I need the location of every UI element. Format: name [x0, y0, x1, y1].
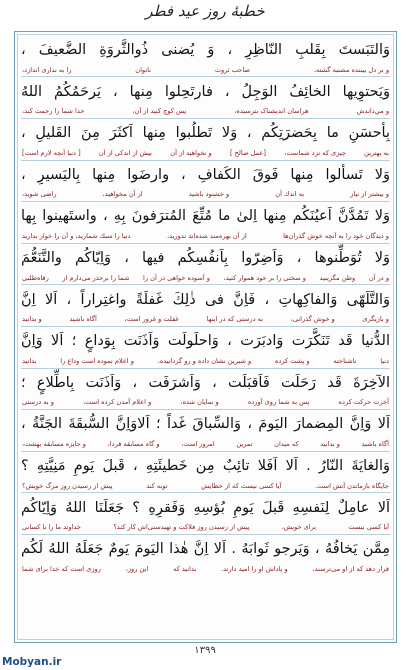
- translation-phrase: امروز است،: [181, 439, 215, 448]
- translation-phrase: پس به شما روی آورده: [247, 398, 310, 407]
- translation-phrase: و نمايان شده،: [180, 398, 219, 407]
- text-row: [21, 244, 390, 286]
- translation-phrase: آخرت حركت كرده: [338, 398, 389, 407]
- translation-phrase: [ دنيا آنچه لازم است]: [22, 148, 81, 157]
- translation-phrase: و آسوده خواهی در آن را: [143, 273, 210, 282]
- translation-phrase: تمرين: [236, 439, 253, 448]
- translation-line: [21, 188, 390, 201]
- text-row: [21, 202, 390, 244]
- translation-phrase: و بيشتر از نياز: [350, 190, 389, 199]
- translation-phrase: و در آن: [368, 273, 389, 282]
- translation-phrase: و اعلام نموده است وداع را: [60, 356, 134, 365]
- translation-phrase: پيش از رسيدن روز مرگ خويش؟: [22, 481, 113, 490]
- text-row: [21, 452, 390, 494]
- translation-phrase: و اعلام آمدن كرده است،: [83, 398, 152, 407]
- translation-phrase: و خشنود باشيد: [188, 190, 230, 199]
- translation-phrase: به درستی كه در اينها: [206, 315, 263, 324]
- text-row: [21, 410, 390, 452]
- text-frame: [14, 31, 397, 643]
- translation-phrase: و جايزه مسابقه بهشت،: [22, 439, 86, 448]
- translation-line: [21, 105, 390, 118]
- page-number: ۱۳۹۹: [194, 645, 216, 656]
- translation-line: [21, 313, 390, 326]
- translation-phrase: ناتوان: [135, 65, 151, 74]
- translation-phrase: به بهترين: [364, 148, 389, 157]
- text-row: [21, 327, 390, 369]
- arabic-line: وَلا تَسألوا مِنها فَوقَ الكَفافِ ، وارضَوا مِنها بِاليَسيرِ ،: [21, 166, 390, 183]
- text-row: [21, 535, 390, 577]
- translation-phrase: آگاه باشيد: [69, 315, 97, 324]
- translation-phrase: آگاه باشيد: [361, 439, 389, 448]
- arabic-line: اَلا عامِلٌ لِنَفسِهِ قَبلَ يَومِ بُؤسِهِ وَفَقرِهِ ؟ جَعَلَنَا اللهُ وَاِيّاكُم: [21, 499, 390, 516]
- translation-phrase: برای خويش،: [281, 523, 317, 532]
- translation-phrase: بيش از اندكی از آن: [98, 148, 153, 157]
- translation-phrase: توبه كند: [146, 481, 168, 490]
- arabic-line: اَلا وَاِنَّ المِضمارَ اليَومَ ، وَالسِّباقَ غَداً ؛ اَلاوَاِنَّ السُّبقَةَ الجَنَّةُ ،: [21, 416, 390, 433]
- translation-phrase: شما را برحذر می‌دارم از: [62, 273, 130, 282]
- translation-line: [21, 562, 390, 575]
- translation-phrase: اين روز،: [125, 564, 149, 573]
- translation-phrase: رفاه‌طلبی: [22, 273, 49, 282]
- translation-line: [21, 63, 390, 76]
- translation-phrase: و ديدگان خود را به آنچه خوش گذران‌ها: [283, 231, 389, 240]
- text-row: [21, 494, 390, 536]
- translation-phrase: جايگاه بازماندن آتش است.: [314, 481, 389, 490]
- translation-phrase: راضی شويد،: [22, 190, 57, 199]
- text-row: [21, 36, 390, 78]
- arabic-line: وَلا تُوَطِّنوها ، وَاَضِرّوا بِاَنفُسِكُم فيها ، وَاِيّاكُم والتَّنَعُّمَ: [21, 250, 390, 266]
- text-row: [21, 369, 390, 411]
- translation-phrase: دنيا را سبك شماريد، و آن را خوار بداريد: [22, 231, 131, 240]
- translation-phrase: از آن بهره‌مند شده‌اند ندوزيد،: [167, 231, 247, 240]
- translation-phrase: بدانيد: [22, 356, 37, 365]
- arabic-line: وَالغايَةَ النّارُ . اَلا اَفَلا تائِبٌ مِن خَطيئَتِهِ ، قَبلَ يَومِ مَنِيَّتِهِ ؟: [21, 458, 390, 474]
- translation-phrase: پس كوچ كنيد از آن،: [132, 107, 187, 116]
- text-row: [21, 286, 390, 328]
- translation-phrase: از آن مخواهيد،: [102, 190, 143, 199]
- arabic-line: وَلا تَمُدَّنَّ اَعيُنَكُم مِنها اِلىٰ ما مُتِّعَ المُترَفونَ بِهِ ، واستَهينوا بِها: [21, 208, 390, 225]
- translation-phrase: و خوش گذرانی،: [290, 315, 335, 324]
- translation-phrase: و بدانيد: [22, 315, 42, 324]
- translation-phrase: روزی است كه خدا برای شما: [22, 564, 101, 573]
- arabic-line: الآخِرَةَ قَد رَحَلَت فَاَقبَلَت ، وَاَشرَفَت ، وَاَذَنَت بِاطِّلاعٍ ؛: [21, 374, 390, 391]
- arabic-line: بِأحسَنِ ما بِحَضرَتِكُم ، وَلا تَطلُبوا مِنها اَكثَرَ مِنَ القَليلِ ،: [21, 125, 390, 142]
- translation-phrase: و بر دل بيننده مشتبه گشته،: [313, 65, 389, 74]
- translation-phrase: كه ميدان: [274, 439, 299, 448]
- translation-line: [21, 521, 390, 534]
- text-row: [21, 161, 390, 203]
- translation-phrase: و گاه مسابقه فردا،: [107, 439, 160, 448]
- translation-phrase: و پشت کرده: [274, 356, 310, 365]
- translation-phrase: و به درستی: [22, 398, 54, 407]
- translation-phrase: چيزی كه نزد شماست،: [284, 148, 346, 157]
- translation-phrase: ناشناخته: [333, 356, 357, 365]
- translation-line: [21, 146, 390, 159]
- watermark: Mobyan.ir: [2, 656, 62, 668]
- translation-line: [21, 354, 390, 367]
- translation-phrase: پيش از رسيدن روز فلاكت و تهيدستی‌اش كار كند؟: [113, 523, 250, 532]
- translation-phrase: به اندك آن: [275, 190, 305, 199]
- translation-phrase: و سختی را بر خود هموار كنيد،: [223, 273, 306, 282]
- translation-line: [21, 229, 390, 242]
- translation-phrase: و شيرين نشان داده و رو گردانيده،: [157, 356, 252, 365]
- translation-phrase: آيا كسی نيست كه از خطايش: [201, 481, 282, 490]
- translation-phrase: خداوند ما را با كسانی: [22, 523, 82, 532]
- translation-phrase: غفلت و غرور است،: [124, 315, 179, 324]
- translation-phrase: آيا كسی نيست: [348, 523, 389, 532]
- arabic-line: الدُّنيا قَد تَنَكَّرَت وَادبَرَت ، وَاحلَولَت وَاَذَنَت بِوَداعٍ ؛ اَلا وَاِنَّ: [21, 333, 390, 350]
- text-row: [21, 78, 390, 120]
- arabic-line: مِمَّن يَخافُهُ ، وَيَرجو ثَوابَهُ . اَلا اِنَّ هٰذا اليَومَ يَومٌ جَعَلَهُ اللهُ لَكُم: [21, 541, 390, 558]
- arabic-line: وَالتَبَستَ بِقَلبِ النّاظِرِ ، وَ يُضنى ذُوالثَّروَةِ الضَّعيفَ ،: [21, 42, 390, 58]
- translation-phrase: هراسان اندیشناک بترسیده،: [234, 107, 309, 116]
- page-title: خطبهٔ روز عید فطر: [145, 2, 265, 20]
- text-lines: [21, 36, 390, 638]
- translation-phrase: و بازیگری: [362, 315, 389, 324]
- translation-phrase: و پاداش او را اميد دارند.: [221, 564, 288, 573]
- translation-phrase: دنيا: [380, 356, 389, 365]
- translation-phrase: و نخواهيد از آن: [170, 148, 212, 157]
- translation-line: [21, 479, 390, 492]
- translation-phrase: وطن مگزينيد: [319, 273, 356, 282]
- translation-phrase: صاحب ثروت: [214, 65, 250, 74]
- translation-phrase: و مي‌داندش: [356, 107, 389, 116]
- translation-line: [21, 396, 390, 409]
- arabic-line: وَالتَّلَهّى وَالفاكِهاتِ ، فَاِنَّ فى ذٰلِكَ غَفلَةً واغتِراراً ، اَلا اِنَّ: [21, 291, 390, 308]
- translation-phrase: [عمل صالح ]: [229, 148, 266, 157]
- text-row: [21, 119, 390, 161]
- translation-phrase: قرار دهد كه از او می‌ترسند،: [312, 564, 389, 573]
- translation-phrase: را به نداری اندازد،: [22, 65, 72, 74]
- translation-line: [21, 437, 390, 450]
- translation-phrase: و بدانيد: [320, 439, 340, 448]
- translation-phrase: خدا شما را رحمت كند،: [22, 107, 85, 116]
- translation-line: [21, 271, 390, 284]
- translation-phrase: بدانيد كه: [173, 564, 197, 573]
- arabic-line: وَيَحتوِيها الخائِفُ الوَجِلُ ، فارتَحِلوا مِنها ، يَرحَمُكُمُ اللهُ: [21, 83, 390, 100]
